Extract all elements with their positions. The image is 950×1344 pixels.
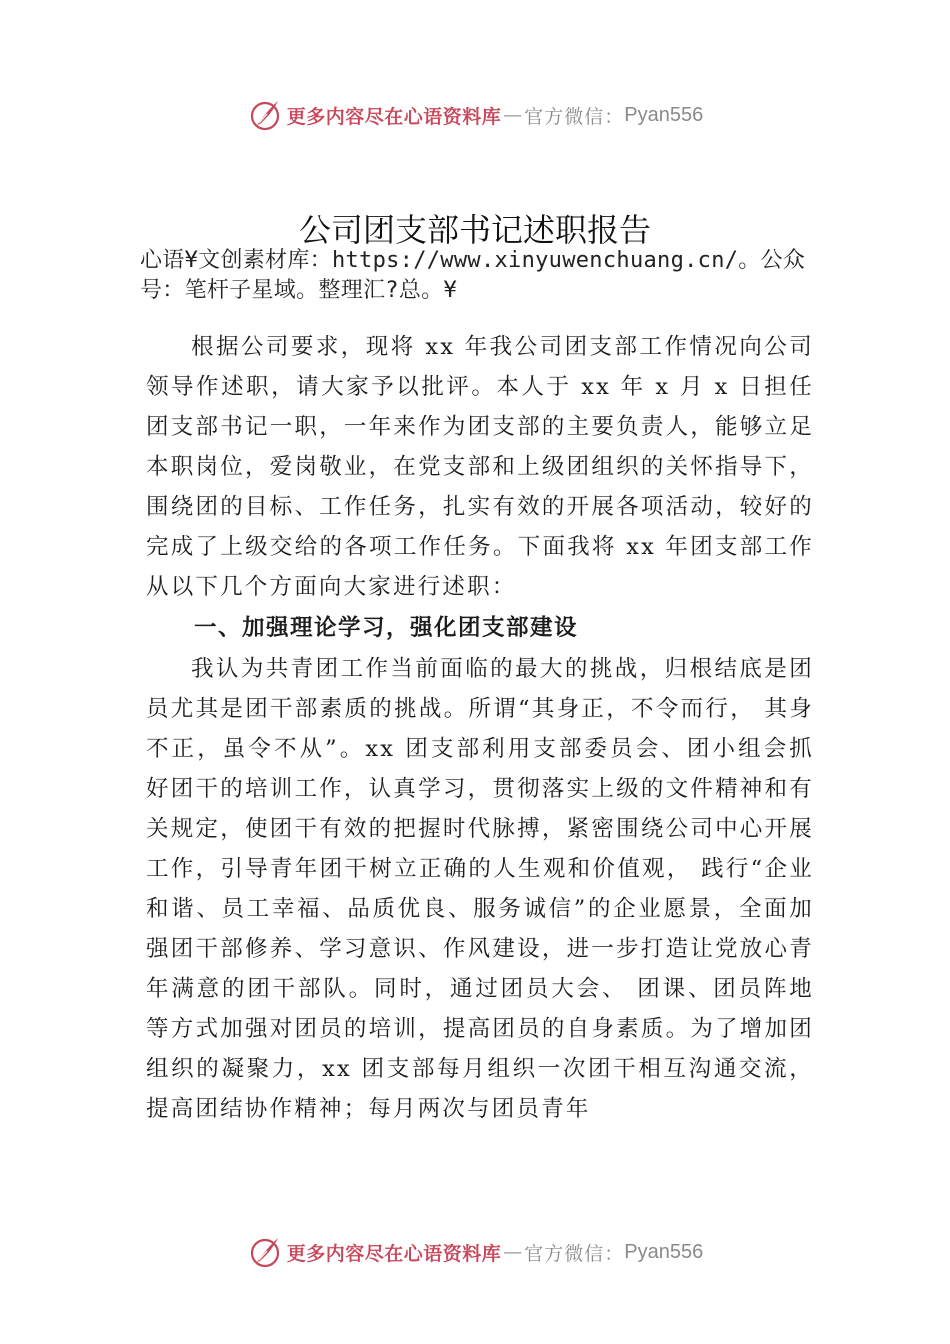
footer-dash: — [503, 1241, 523, 1263]
footer-banner [0, 1232, 950, 1272]
quill-pen-logo-icon [247, 97, 283, 133]
section-heading-1: 一、加强理论学习，强化团支部建设 [194, 615, 579, 641]
footer-brand-text: 更多内容尽在心语资料库 [286, 1242, 502, 1265]
header-banner [0, 95, 950, 135]
footer-wechat-label: 官方微信： [524, 1242, 625, 1265]
paragraph-intro: 根据公司要求，现将 xx 年我公司团支部工作情况向公司领导作述职，请大家予以批评。本人于 xx 年 x 月 x 日担任团支部书记一职，一年来作为团支部的主要负责人，能够立足本职岗位，爱岗敬业，在党支部和上级团组织的关怀指导下，围绕团的目标、工作任务，扎实有效的开展各项活动，较好的完成了上级交给的各项工作任务。下面我将 xx 年团支部工作从以下几个方面向大家进行述职： [146, 334, 814, 600]
header-dash: — [503, 104, 523, 126]
header-wechat-id: Pyan556 [624, 103, 704, 126]
header-wechat-label: 官方微信： [524, 105, 625, 128]
source-line: 心语¥文创素材库：https://www.xinyuwenchuang.cn/。公众号：笔杆子星域。整理汇?总。¥ [140, 248, 806, 303]
footer-wechat-id: Pyan556 [624, 1240, 704, 1263]
quill-pen-logo-icon [247, 1234, 283, 1270]
document-body [146, 327, 814, 1129]
document-title: 公司团支部书记述职报告 [298, 211, 651, 249]
header-brand-text: 更多内容尽在心语资料库 [286, 105, 502, 128]
paragraph-section-1: 我认为共青团工作当前面临的最大的挑战，归根结底是团员尤其是团干部素质的挑战。所谓“其身正，不令而行， 其身不正，虽令不从”。xx 团支部利用支部委员会、团小组会抓好团干的培训工作，认真学习，贯彻落实上级的文件精神和有关规定，使团干有效的把握时代脉搏，紧密围绕公司中心开展工作，引导青年团干树立正确的人生观和价值观， 践行“企业和谐、员工幸福、品质优良、服务诚信”的企业愿景，全面加强团干部修养、学习意识、作风建设，进一步打造让党放心青年满意的团干部队。同时，通过团员大会、 团课、团员阵地等方式加强对团员的培训，提高团员的自身素质。为了增加团组织的凝聚力，xx 团支部每月组织一次团干相互沟通交流，提高团结协作精神；每月两次与团员青年 [146, 656, 814, 1122]
